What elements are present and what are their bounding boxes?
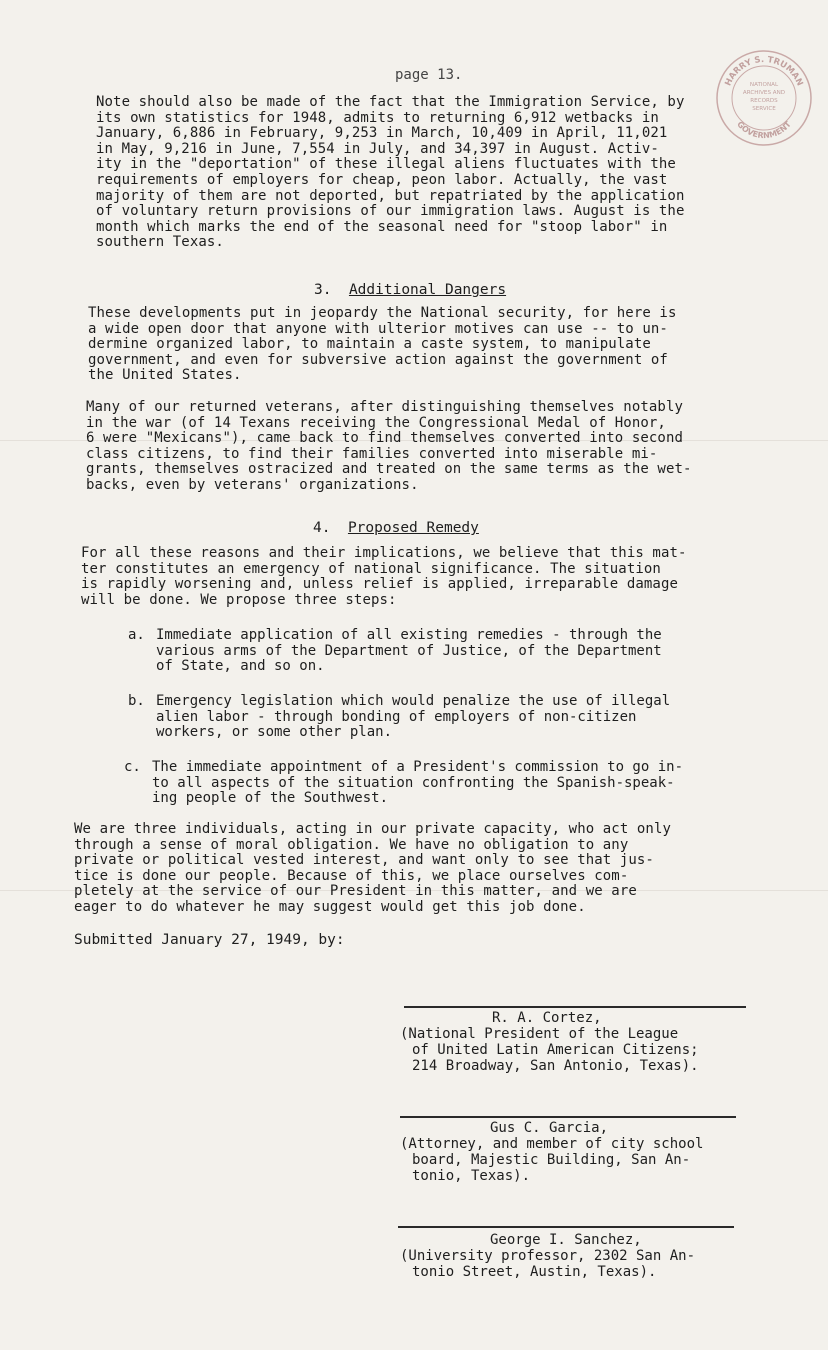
text-line: ter constitutes an emergency of national significance. The situation: [81, 560, 661, 577]
section-heading-additional-dangers: [314, 282, 506, 298]
signature-block-cortez: [400, 1010, 699, 1074]
signature-block-garcia: [400, 1120, 703, 1184]
list-item-label: b.: [128, 693, 145, 709]
text-line: to all aspects of the situation confronting the Spanish-speak-: [152, 774, 675, 791]
signature-line: [400, 1116, 736, 1118]
text-line: grants, themselves ostracized and treated on the same terms as the wet-: [86, 461, 692, 478]
stamp-outer-top: HARRY S. TRUMAN: [723, 54, 805, 88]
text-line: backs, even by veterans' organizations.: [86, 476, 419, 493]
text-line: its own statistics for 1948, admits to returning 6,912 wetbacks in: [96, 109, 659, 126]
list-item-label: c.: [124, 759, 141, 775]
text-line: We are three individuals, acting in our private capacity, who act only: [74, 821, 672, 837]
text-line: of voluntary return provisions of our immigration laws. August is the: [96, 203, 685, 220]
signatory-name: Gus C. Garcia,: [490, 1120, 609, 1136]
text-line: class citizens, to find their families converted into miserable mi-: [86, 445, 658, 462]
section-number: 3.: [314, 282, 332, 298]
paragraph-immigration-statistics: [96, 95, 684, 251]
text-line: various arms of the Department of Justice, of the Department: [156, 642, 662, 659]
text-line: (University professor, 2302 San An-: [400, 1248, 696, 1264]
signatory-name: George I. Sanchez,: [490, 1232, 642, 1248]
text-line: 214 Broadway, San Antonio, Texas).: [412, 1058, 699, 1074]
signature-block-sanchez: [400, 1232, 695, 1280]
text-line: ity in the "deportation" of these illegal aliens fluctuates with the: [96, 156, 676, 173]
paragraph-three-individuals: [74, 822, 671, 916]
stamp-inner-2: ARCHIVES AND: [742, 90, 786, 96]
text-line: dermine organized labor, to maintain a caste system, to manipulate: [88, 336, 651, 353]
text-line: the United States.: [88, 367, 242, 384]
section-number: 4.: [313, 520, 331, 536]
text-line: of State, and so on.: [156, 658, 325, 675]
text-line: month which marks the end of the seasonal need for "stoop labor" in: [96, 218, 668, 235]
paragraph-emergency: [81, 546, 687, 608]
paragraph-national-security: [88, 306, 676, 384]
text-line: pletely at the service of our President in this matter, and we are: [74, 883, 637, 900]
text-line: 6 were "Mexicans"), came back to find themselves converted into second: [86, 430, 684, 447]
stamp-inner-4: SERVICE: [752, 106, 776, 112]
text-line: These developments put in jeopardy the National security, for here is: [88, 305, 677, 321]
text-line: tice is done our people. Because of this, we place ourselves com-: [74, 867, 629, 884]
text-line: government, and even for subversive action against the government of: [88, 351, 668, 368]
text-line: tonio, Texas).: [412, 1168, 531, 1184]
paragraph-veterans: [86, 400, 692, 494]
list-item-label: a.: [128, 627, 145, 643]
section-heading-proposed-remedy: [313, 520, 479, 536]
text-line: ing people of the Southwest.: [152, 790, 389, 807]
text-line: requirements of employers for cheap, peon labor. Actually, the vast: [96, 171, 668, 188]
signatory-name: R. A. Cortez,: [492, 1010, 602, 1026]
archives-stamp: [714, 48, 814, 148]
text-line: Note should also be made of the fact that the Immigration Service, by: [96, 94, 685, 110]
text-line: alien labor - through bonding of employers of non-citizen: [156, 708, 637, 725]
text-line: tonio Street, Austin, Texas).: [412, 1264, 657, 1280]
text-line: workers, or some other plan.: [156, 724, 393, 741]
page-number: page 13.: [395, 67, 463, 83]
text-line: Emergency legislation which would penalize the use of illegal: [156, 693, 671, 709]
text-line: a wide open door that anyone with ulterior motives can use -- to un-: [88, 320, 668, 337]
stamp-outer-bottom: GOVERNMENT: [735, 119, 793, 141]
text-line: southern Texas.: [96, 234, 224, 251]
text-line: The immediate appointment of a President's commission to go in-: [152, 759, 684, 775]
section-title: Additional Dangers: [348, 282, 507, 298]
stamp-inner-1: NATIONAL: [749, 82, 779, 88]
text-line: board, Majestic Building, San An-: [412, 1152, 691, 1168]
text-line: in the war (of 14 Texans receiving the Congressional Medal of Honor,: [86, 414, 666, 431]
text-line: majority of them are not deported, but repatriated by the application: [96, 187, 685, 204]
text-line: is rapidly worsening and, unless relief is applied, irreparable damage: [81, 576, 679, 593]
submitted-date: Submitted January 27, 1949, by:: [74, 932, 345, 948]
text-line: (Attorney, and member of city school: [400, 1136, 704, 1152]
text-line: Many of our returned veterans, after distinguishing themselves notably: [86, 399, 684, 415]
stamp-inner-3: RECORDS: [750, 98, 778, 104]
section-title: Proposed Remedy: [347, 520, 479, 536]
text-line: January, 6,886 in February, 9,253 in March, 10,409 in April, 11,021: [96, 125, 668, 142]
text-line: through a sense of moral obligation. We have no obligation to any: [74, 836, 629, 853]
text-line: private or political vested interest, and want only to see that jus-: [74, 852, 654, 869]
text-line: will be done. We propose three steps:: [81, 591, 397, 608]
signature-line: [398, 1226, 734, 1228]
text-line: in May, 9,216 in June, 7,554 in July, and 34,397 in August. Activ-: [96, 140, 659, 157]
signature-line: [404, 1006, 746, 1008]
text-line: eager to do whatever he may suggest would get this job done.: [74, 898, 586, 915]
text-line: (National President of the League: [400, 1026, 679, 1042]
text-line: For all these reasons and their implications, we believe that this mat-: [81, 545, 687, 561]
text-line: Immediate application of all existing remedies - through the: [156, 627, 662, 643]
text-line: of United Latin American Citizens;: [412, 1042, 699, 1058]
